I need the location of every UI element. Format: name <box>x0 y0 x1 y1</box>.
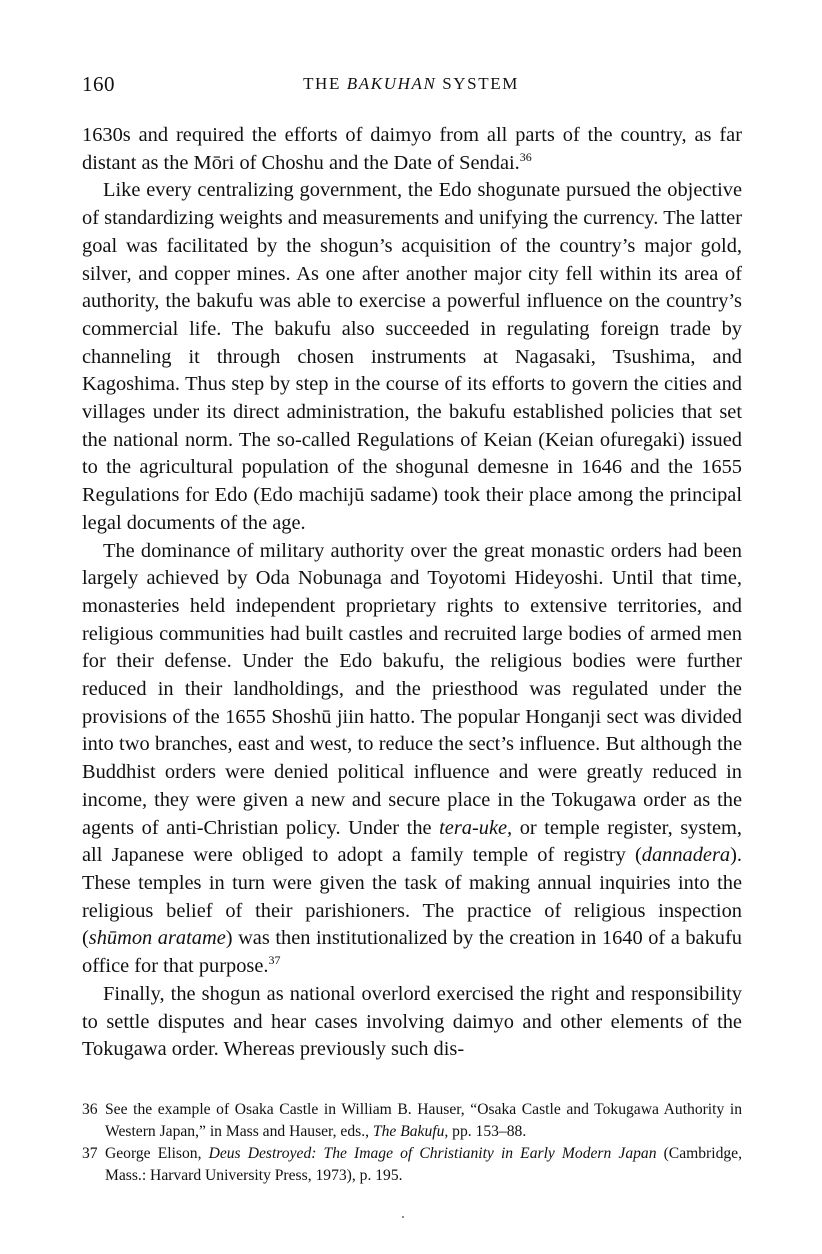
italic-term: tera-uke, <box>439 816 513 839</box>
footnote-36 <box>82 1099 742 1143</box>
paragraph <box>82 981 742 1064</box>
running-head-suffix: SYSTEM <box>442 74 519 93</box>
running-head-title <box>82 74 740 94</box>
footnote-reference: 37 <box>268 953 281 968</box>
running-head-italic-term: BAKUHAN <box>346 74 437 93</box>
running-head <box>82 72 740 98</box>
footnote-work-title: Deus Destroyed: The Image of Christianity in Early Modern Japan <box>208 1145 657 1162</box>
running-head-prefix: THE <box>303 74 341 93</box>
paragraph <box>82 538 742 981</box>
paragraph-text: or temple register, system, all Japanese were obliged to adopt a family temple of registry ( <box>82 816 742 867</box>
footnote-text: (Cambridge, Mass.: Harvard University Press, 1973), p. 195. <box>105 1145 742 1184</box>
italic-term: dannadera <box>641 844 731 867</box>
footnote-text: See the example of Osaka Castle in William B. Hauser, “Osaka Castle and Tokugawa Authority in Western Japan,” in Mass and Hauser, eds., <box>105 1101 742 1140</box>
paragraph-text: 1630s and required the efforts of daimyo from all parts of the country, as far distant as the Mōri of Choshu and the Date of Sendai. <box>82 124 742 174</box>
italic-term: shūmon aratame <box>88 927 226 950</box>
paragraph-text: The dominance of military authority over the great monastic orders had been largely achieved by Oda Nobunaga and Toyotomi Hideyoshi. Until that time, monasteries held independent proprietary rights to extensive territories, and religious communities had built castles and recruited large bodies of armed men for their defense. Under the Edo bakufu, the religious bodies were further reduced in their landholdings, and the priesthood was regulated under the provisions of the 1655 Shoshū jiin hatto. The popular Honganji sect was divided into two branches, east and west, to reduce the sect’s influence. But although the Buddhist orders were denied political influence and were greatly reduced in income, they were given a new and secure place in the Tokugawa order as the agents of anti-Christian policy. Under the <box>82 539 742 839</box>
paragraph-text: Like every centralizing government, the Edo shogunate pursued the objective of standardizing weights and measurements and unifying the currency. The latter goal was facilitated by the shogun’s acquisition of the country’s major gold, silver, and copper mines. As one after another major city fell within its area of authority, the bakufu was able to exercise a powerful influence on the country’s commercial life. The bakufu also succeeded in regulating foreign trade by channeling it through chosen instruments at Nagasaki, Tsushima, and Kagoshima. Thus step by step in the course of its efforts to govern the cities and villages under its direct administration, the bakufu established policies that set the national norm. The so-called Regulations of Keian (Keian ofuregaki) issued to the agricultural population of the shogunal demesne in 1646 and the 1655 Regulations for Edo (Edo machijū sadame) took their place among the principal legal documents of the age. <box>82 179 742 534</box>
body-text <box>82 122 742 1064</box>
footnote-37 <box>82 1143 742 1187</box>
footnote-text: pp. 153–88. <box>448 1123 527 1140</box>
footnote-reference: 36 <box>519 149 532 164</box>
footnote-number: 37 <box>82 1145 98 1162</box>
footnote-text: George Elison, <box>105 1145 209 1162</box>
scan-speck <box>402 1216 404 1218</box>
paragraph-text: ). These temples in turn were given the task of making annual inquiries into the religious belief of their parishioners. The practice of religious inspection ( <box>82 844 742 950</box>
footnote-work-title: The Bakufu, <box>372 1123 449 1140</box>
paragraph <box>82 177 742 537</box>
footnotes <box>82 1099 742 1187</box>
footnote-number: 36 <box>82 1101 98 1118</box>
paragraph-text: Finally, the shogun as national overlord exercised the right and responsibility to settle disputes and hear cases involving daimyo and other elements of the Tokugawa order. Whereas previously such dis- <box>82 982 742 1061</box>
page-number: 160 <box>82 72 115 96</box>
paragraph-text: ) was then institutionalized by the creation in 1640 of a bakufu office for that purpose. <box>82 927 742 978</box>
paragraph-continued <box>82 122 742 177</box>
